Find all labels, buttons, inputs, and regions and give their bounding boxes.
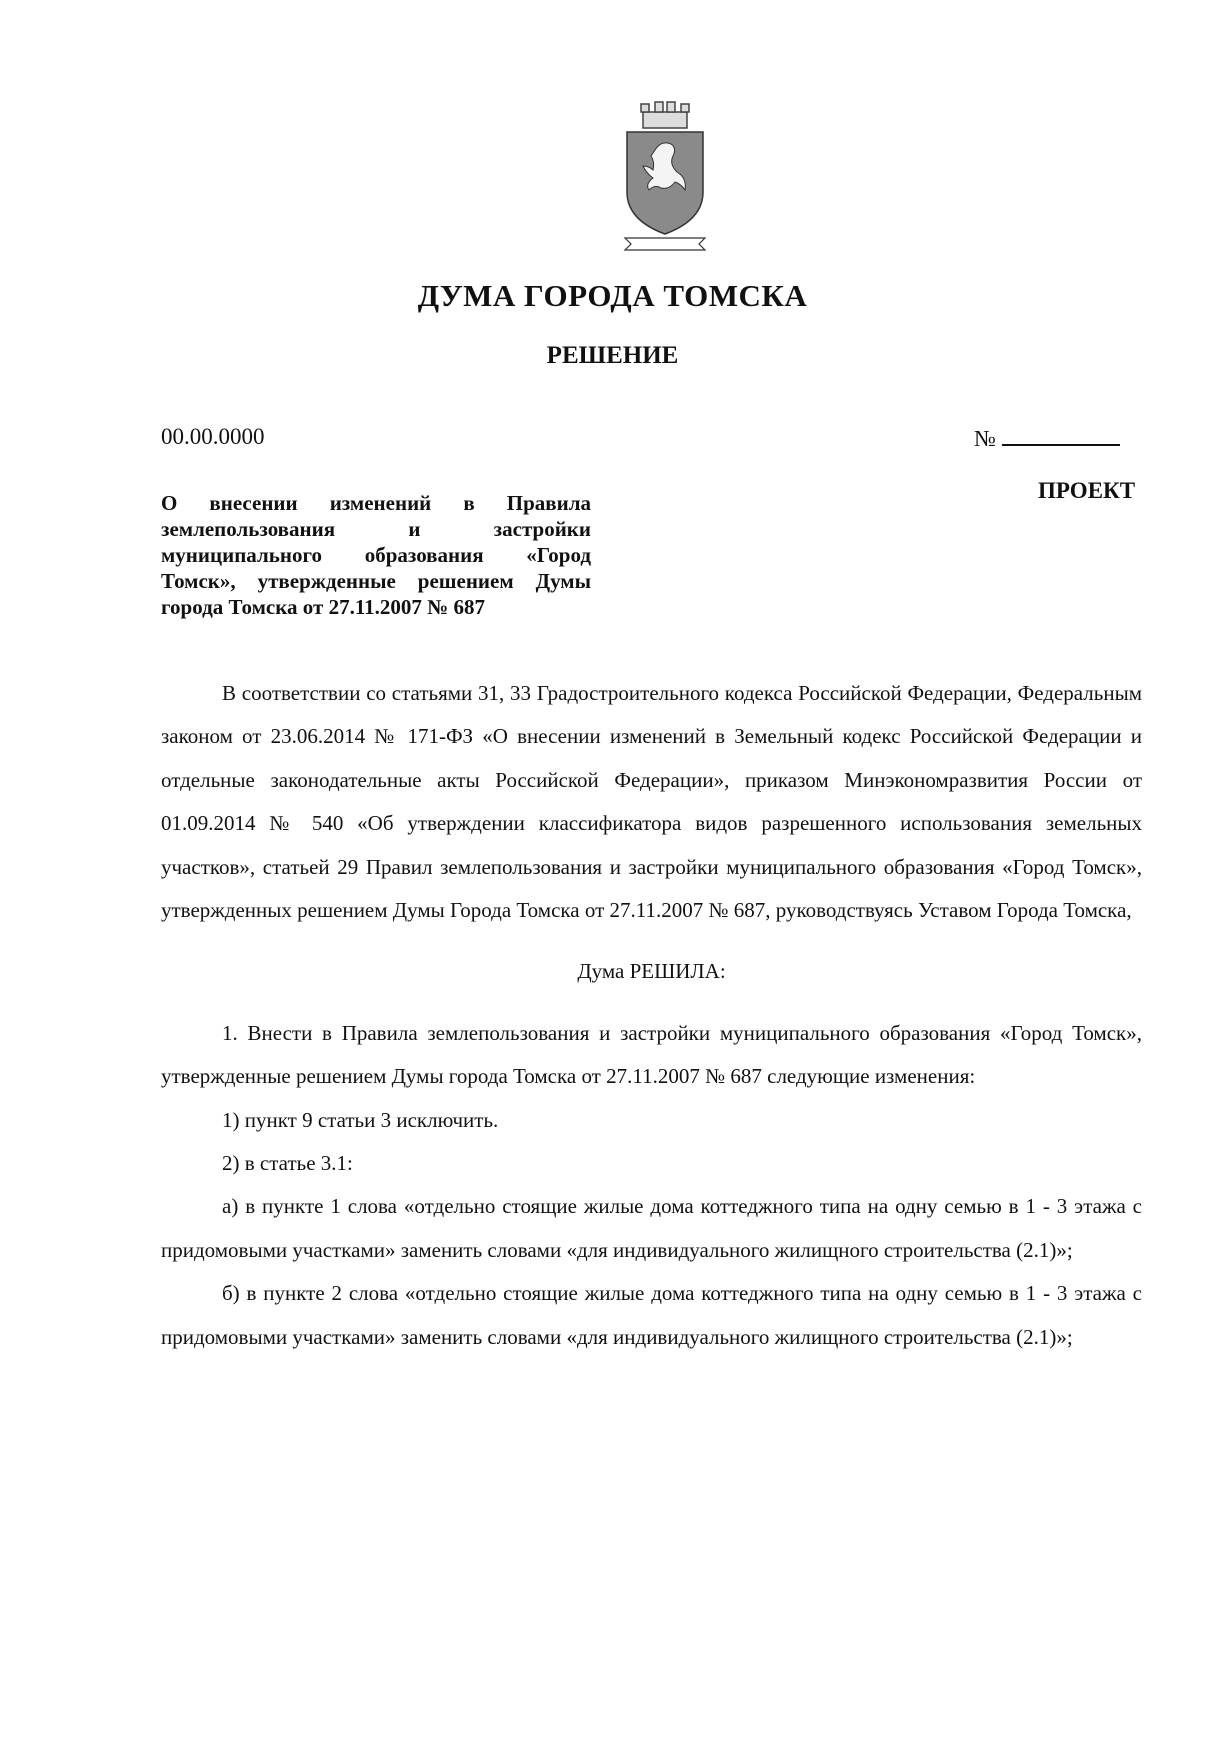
- item-paragraph: 1) пункт 9 статьи 3 исключить.: [222, 1107, 499, 1132]
- preamble-paragraph: В соответствии со статьями 31, 33 Градостроительного кодекса Российской Федерации, Федеральным законом от 23.06.2014 № 171-ФЗ «О внесении изменений в Земельный кодекс Российской Федерации и отдельные законодательные акты Российской Федерации», приказом Минэкономразвития России от 01.09.2014 № 540 «Об утверждении классификатора видов разрешенного использования земельных участков», статьей 29 Правил землепользования и застройки муниципального образования «Город Томск», утвержденных решением Думы Города Томска от 27.11.2007 № 687, руководствуясь Уставом Города Томска,: [161, 681, 1142, 923]
- issuer-title: ДУМА ГОРОДА ТОМСКА: [417, 278, 808, 313]
- item-paragraph: а) в пункте 1 слова «отдельно стоящие жилые дома коттеджного типа на одну семью в 1 - 3 этажа с придомовыми участками» заменить словами «для индивидуального жилищного строительства (2.1)»;: [161, 1194, 1142, 1262]
- tomsk-coat-of-arms-emblem: [615, 100, 715, 252]
- item-paragraph: 2) в статье 3.1:: [222, 1151, 353, 1176]
- document-date: 00.00.0000: [161, 424, 265, 449]
- document-type: РЕШЕНИЕ: [546, 342, 679, 369]
- draft-label: ПРОЕКТ: [1038, 478, 1136, 503]
- resolved-heading: Дума РЕШИЛА:: [577, 959, 726, 984]
- document-subject: О внесении изменений в Правила землепользования и застройки муниципального образования «Город Томск», утвержденные решением Думы города Томска от 27.11.2007 № 687: [161, 491, 591, 619]
- item-paragraph: б) в пункте 2 слова «отдельно стоящие жилые дома коттеджного типа на одну семью в 1 - 3 этажа с придомовыми участками» заменить словами «для индивидуального жилищного строительства (2.1)»;: [161, 1281, 1142, 1349]
- number-label: №: [974, 426, 996, 451]
- item-paragraph: 1. Внести в Правила землепользования и застройки муниципального образования «Город Томск», утвержденные решением Думы города Томска от 27.11.2007 № 687 следующие изменения:: [161, 1020, 1142, 1089]
- document-body: [161, 672, 1142, 1359]
- number-blank-line: [1002, 424, 1120, 446]
- document-number: [974, 424, 1120, 452]
